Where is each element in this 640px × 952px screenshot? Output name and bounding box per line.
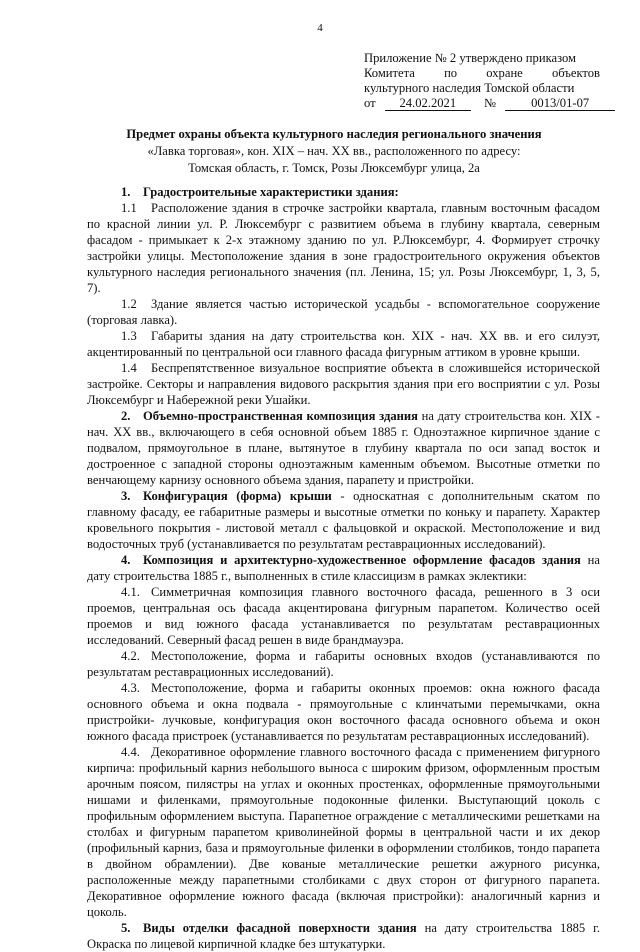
paragraph-1-4 (87, 360, 600, 408)
section-4 (87, 552, 600, 584)
paragraph-text: Габариты здания на дату строительства кон. XIX - нач. XX вв. и его силуэт, акцентированный по центральной оси главного фасада фигурным аттиком в уровне крыши. (87, 329, 600, 359)
section-text: на дату строительства 1885 г., выполненных в стиле классицизм в рамках эклектики: (87, 553, 600, 583)
section-title: Конфигурация (форма) крыши (143, 489, 332, 503)
appendix-line-2 (364, 66, 600, 81)
section-number: 3. (121, 489, 131, 503)
appendix-word: охране (486, 66, 523, 80)
heading-object: «Лавка торговая», кон. XIX – нач. XX вв., расположенного по адресу: (147, 144, 521, 158)
section-title: Градостроительные характеристики здания: (143, 185, 399, 199)
paragraph-4-3 (87, 680, 600, 744)
appendix-word: Комитета (364, 66, 415, 80)
paragraph-number: 1.3 (121, 329, 137, 343)
paragraph-4-4 (87, 744, 600, 920)
paragraph-number: 1.1 (121, 201, 137, 215)
section-2 (87, 408, 600, 488)
section-text: на дату строительства 1885 г. Окраска по лицевой кирпичной кладке без штукатурки. (87, 921, 601, 951)
paragraph-number: 1.4 (121, 361, 137, 375)
paragraph-text: Местоположение, форма и габариты оконных проемов: окна южного фасада основного объема и окна подвала - прямоугольные с клинчатыми перемычками, окна пристройки- лучковые, конфигурация окон восточного фасада основного объема и окон южного фасада пристроек (устанавливается по результатам реставрационных исследований). (87, 681, 600, 743)
paragraph-1-2 (87, 296, 600, 328)
appendix-approval-block (364, 51, 600, 111)
section-3 (87, 488, 600, 552)
appendix-line-3: культурного наследия Томской области (364, 81, 575, 95)
appendix-date-line (364, 96, 600, 111)
paragraph-4-1 (87, 584, 600, 648)
section-title: Виды отделки фасадной поверхности здания (143, 921, 417, 935)
paragraph-number: 4.2. (121, 649, 140, 663)
order-number: 0013/01-07 (505, 97, 615, 111)
paragraph-number: 4.4. (121, 745, 140, 759)
heading-address: Томская область, г. Томск, Розы Люксембург улица, 2а (188, 161, 480, 175)
paragraph-text: Декоративное оформление главного восточного фасада с применением фигурного кирпича: профильный карниз небольшого выноса с широким фризом, оформленным простым арочным поясом, пилястры на углах и оконных простенках, оформленные прямоугольными нишами и филенками, прямоугольные подоконные филенки. Выступающий цоколь с профильным оформлением выступа. Парапетное ограждение с металлическими решетками на столбах и фигурным парапетом криволинейной формы в центральной части и их декор (профильный карниз, база и прямоугольные филенки в оформлении столбиков, тондо парапета в двойном обрамлении). Две кованые металлические решетки ажурного рисунка, расположенные между парапетными столбиками с двух сторон от фигурного парапета. Декоративное оформление южного фасада (включая пристройки): аналогичный карниз и цоколь. (87, 745, 600, 919)
paragraph-1-3 (87, 328, 600, 360)
section-5 (87, 920, 600, 952)
number-label: № (483, 96, 496, 110)
section-text: - односкатная с дополнительным скатом по главному фасаду, ее габаритные размеры и высотные отметки по коньку и парапету. Характер кровельного покрытия - листовой металл с фальцовкой и окраской. Местоположение и вид водосточных труб (устанавливается по результатам реставрационных исследований). (87, 489, 600, 551)
appendix-word: объектов (551, 66, 600, 80)
document-heading (70, 126, 598, 177)
section-number: 5. (121, 921, 131, 935)
paragraph-text: Беспрепятственное визуальное восприятие объекта в сложившейся исторической застройке. Секторы и направления видового раскрытия здания при его восприятии с ул. Розы Люксембург и Набережной реки Ушайки. (87, 361, 600, 407)
section-number: 4. (121, 553, 131, 567)
paragraph-text: Здание является частью исторической усадьбы - вспомогательное сооружение (торговая лавка). (87, 297, 600, 327)
heading-title: Предмет охраны объекта культурного наследия регионального значения (126, 127, 542, 141)
page-number: 4 (317, 22, 323, 34)
paragraph-4-2 (87, 648, 600, 680)
section-title: Композиция и архитектурно-художественное оформление фасадов здания (143, 553, 581, 567)
section-text: на дату строительства кон. XIX - нач. XX вв., включающего в себя основной объем 1885 г. Одноэтажное кирпичное здание с подвалом, прямоугольное в плане, вытянутое в глубину квартала по оси запад восток и достроенное с западной стороны одноэтажным каменным объемом. Высотные отметки по венчающему карнизу основного объема здания, парапету и пристройки. (87, 409, 600, 487)
paragraph-text: Расположение здания в строчке застройки квартала, главным восточным фасадом по красной линии ул. Р. Люксембург с развитием объема в глубину квартала, северным фасадом - примыкает к 2-х этажному зданию по ул. Р.Люксембург, 4. Формирует строчку застройки улицы. Местоположение здания в зоне градостроительного окружения объектов культурного наследия регионального значения (пл. Ленина, 15; ул. Розы Люксембург, 1, 3, 5, 7). (87, 201, 600, 295)
section-number: 2. (121, 409, 131, 423)
paragraph-text: Симметричная композиция главного восточного фасада, решенного в 3 оси проемов, центральная ось фасада акцентирована фигурным парапетом. Количество осей проемов и вид южного фасада устанавливается по результатам реставрационных исследований. Северный фасад решен в виде брандмауэра. (87, 585, 600, 647)
paragraph-text: Местоположение, форма и габариты основных входов (устанавливаются по результатам реставрационных исследований). (87, 649, 600, 679)
paragraph-number: 1.2 (121, 297, 137, 311)
order-date: 24.02.2021 (385, 97, 471, 111)
paragraph-number: 4.1. (121, 585, 140, 599)
section-title: Объемно-пространственная композиция здания (143, 409, 418, 423)
paragraph-1-1 (87, 200, 600, 296)
appendix-word: по (444, 66, 458, 80)
appendix-line-1: Приложение № 2 утверждено приказом (364, 51, 577, 65)
paragraph-number: 4.3. (121, 681, 140, 695)
document-body (87, 184, 600, 952)
from-label: от (364, 96, 376, 110)
section-1 (87, 184, 600, 200)
section-number: 1. (121, 185, 131, 199)
